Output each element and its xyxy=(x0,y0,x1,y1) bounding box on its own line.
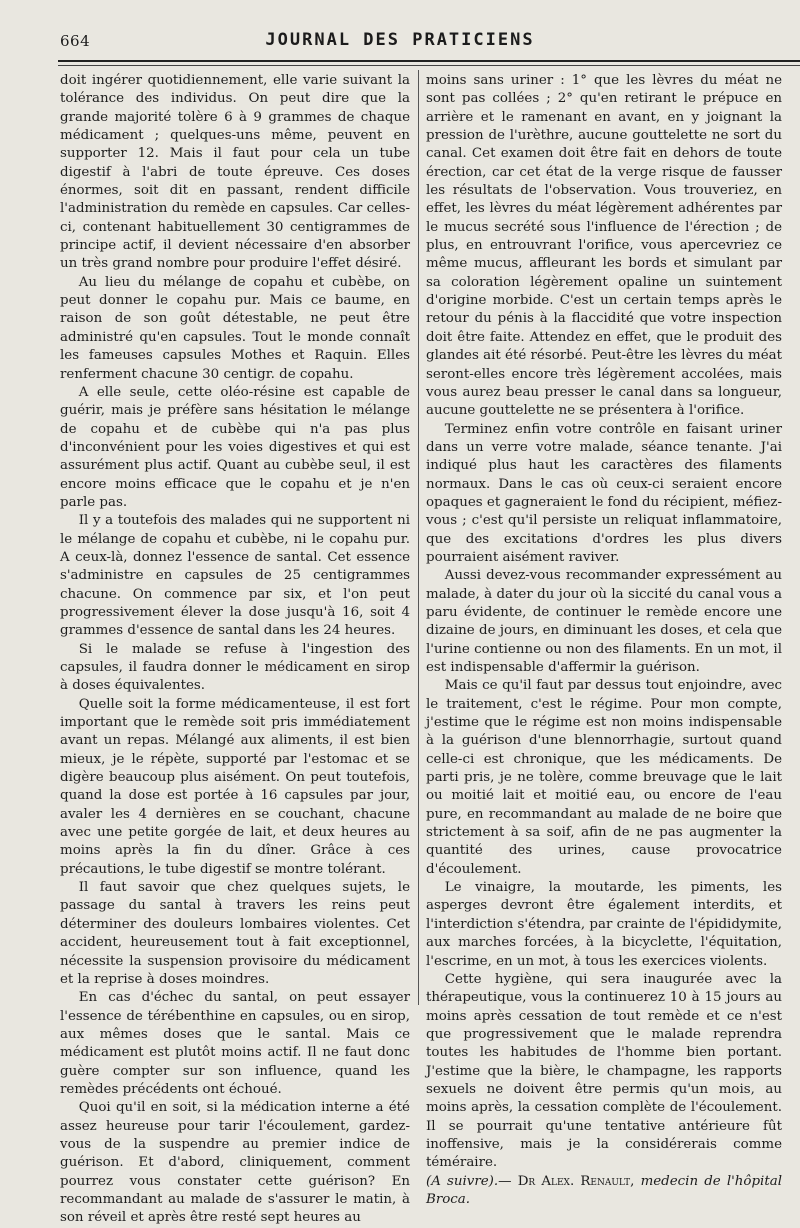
left-column xyxy=(60,72,410,1226)
paragraph: Quoi qu'il en soit, si la médication interne a été assez heureuse pour tarir l'écoulement, gardez-vous de la suspendre au premier indice de guérison. Et d'abord, cliniquement, comment pourrez vous constater cette guérison? En recommandant au malade de s'assurer le matin, à son réveil et après être resté sept heures au xyxy=(60,1100,410,1226)
paragraph: Si le malade se refuse à l'ingestion des capsules, il faudra donner le médicament en sirop à doses équivalentes. xyxy=(60,641,410,694)
column-divider xyxy=(418,70,419,1005)
paragraph: moins sans uriner : 1° que les lèvres du méat ne sont pas collées ; 2° qu'en retirant le prépuce en arrière et le ramenant en avant, en y joignant la pression de l'urèthre, aucune gouttelette ne sort du canal. Cet examen doit être fait en dehors de toute érection, car cet état de la verge risque de fausser les résultats de l'observation. Vous trouveriez, en effet, les lèvres du méat légèrement adhérentes par le mucus secrété sous l'influence de l'érection ; de plus, en entrouvrant l'orifice, vous apercevriez ce même mucus, affleurant les bords et simulant par sa coloration légèrement opaline un suintement d'origine morbide. C'est un certain temps après le retour du pénis à la flaccidité que votre inspection doit être faite. Attendez en effet, que le produit des glandes ait été résorbé. Peut-être les lèvres du méat seront-elles encore très légèrement accolées, mais vous aurez beau presser le canal dans sa longueur, aucune gouttelette ne se présentera à l'orifice. xyxy=(426,73,782,419)
header-rule xyxy=(58,60,800,62)
right-column xyxy=(426,72,783,1207)
article-byline xyxy=(426,1173,782,1210)
paragraph: doit ingérer quotidiennement, elle varie suivant la tolérance des individus. On peut dire que la grande majorité tolère 6 à 9 grammes de chaque médicament ; quelques-uns même, peuvent en supporter 12. Mais il faut pour cela un tube digestif à l'abri de toute épreuve. Ces doses énormes, soit dit en passant, rendent difficile l'administration du remède en capsules. Car celles-ci, contenant habituellement 30 centigrammes de principe actif, il devient nécessaire d'en absorber un très grand nombre pour produire l'effet désiré. xyxy=(60,73,410,272)
header-rule-thin xyxy=(58,65,800,66)
author-name: Dr Alex. Renault, xyxy=(517,1173,635,1189)
paragraph: Mais ce qu'il faut par dessus tout enjoindre, avec le traitement, c'est le régime. Pour mon compte, j'estime que le régime est non moins indispensable à la guérison d'une blennorrhagie, surtout quand celle-ci est chronique, que les médicaments. De parti pris, je ne tolère, comme breuvage que le lait ou moitié lait et moitié eau, ou encore de l'eau pure, en recommandant au malade de ne boire que strictement à sa soif, afin de ne pas augmenter la quantité des urines, cause provocatrice d'écoulement. xyxy=(426,678,782,877)
paragraph: A elle seule, cette oléo-résine est capable de guérir, mais je préfère sans hésitation le mélange de copahu et de cubèbe qui n'a pas plus d'inconvénient pour les voies digestives et qui est assurément plus actif. Quant au cubèbe seul, il est encore moins efficace que le copahu et je n'en parle pas. xyxy=(60,384,410,510)
journal-title: JOURNAL DES PRATICIENS xyxy=(265,30,535,50)
paragraph: Aussi devez-vous recommander expressément au malade, à dater du jour où la siccité du canal vous a paru évidente, de continuer le remède encore une dizaine de jours, en diminuant les doses, et cela que l'urine contienne ou non des filaments. En un mot, il est indispensable d'affermir la guérison. xyxy=(426,568,783,675)
paragraph: Il y a toutefois des malades qui ne supportent ni le mélange de copahu et cubèbe, ni le copahu pur. A ceux-là, donnez l'essence de santal. Cet essence s'administre en capsules de 25 centigrammes chacune. On commence par six, et l'on peut progressivement élever la dose jusqu'à 16, soit 4 grammes d'essence de santal dans les 24 heures. xyxy=(60,513,410,639)
paragraph: Au lieu du mélange de copahu et cubèbe, on peut donner le copahu pur. Mais ce baume, en raison de son goût détestable, ne peut être administré qu'en capsules. Tout le monde connaît les fameuses capsules Mothes et Raquin. Elles renferment chacune 30 centigr. de copahu. xyxy=(60,274,410,382)
paragraph: Le vinaigre, la moutarde, les piments, les asperges devront être également interdits, et l'interdiction s'étendra, par crainte de l'épididymite, aux marches forcées, à la bicyclette, l'équitation, l'escrime, en un mot, à tous les exercices violents. xyxy=(426,880,783,969)
paragraph: Cette hygiène, qui sera inaugurée avec la thérapeutique, vous la continuerez 10 à 15 jours au moins après cessation de tout remède et ce n'est que progressivement que le malade reprendra toutes les habitudes de l'homme bien portant. J'estime que la bière, le champagne, les rapports sexuels ne doivent être permis qu'un mois, au moins après, la cessation complète de l'écoulement. Il se pourrait qu'une tentative antérieure fût inoffensive, mais je la considérerais comme téméraire. xyxy=(426,971,782,1171)
author-affiliation: medecin de l'hôpital Broca. xyxy=(426,1173,782,1207)
paragraph: Quelle soit la forme médicamenteuse, il est fort important que le remède soit pris immédiatement avant un repas. Mélangé aux aliments, il est bien mieux, je le répète, supporté par l'estomac et se digère beaucoup plus aisément. On peut toutefois, quand la dose est portée à 16 capsules par jour, avaler les 4 dernières en se couchant, chacune avec une petite gorgée de lait, et deux heures au moins après la fin du dîner. Grâce à ces précautions, le tube digestif se montre tolérant. xyxy=(60,696,410,877)
paragraph: En cas d'échec du santal, on peut essayer l'essence de térébenthine en capsules, ou en sirop, aux mêmes doses que le santal. Mais ce médicament est plutôt moins actif. Il ne faut donc guère compter sur son influence, quand les remèdes précédents ont échoué. xyxy=(60,990,410,1097)
page-number: 664 xyxy=(60,32,91,50)
paragraph: Il faut savoir que chez quelques sujets, le passage du santal à travers les reins peut déterminer des douleurs lombaires violentes. Cet accident, heureusement tout à fait exceptionnel, nécessite la suspension provisoire du médicament et la reprise à doses moindres. xyxy=(60,880,410,987)
continuation-note: (A suivre).— xyxy=(426,1173,512,1189)
paragraph: Terminez enfin votre contrôle en faisant uriner dans un verre votre malade, séance tenante. J'ai indiqué plus haut les caractères des filaments normaux. Dans le cas où ceux-ci seraient encore opaques et gagneraient le fond du récipient, méfiez-vous ; c'est qu'il persiste un reliquat inflammatoire, que des excitations d'ordres les plus divers pourraient aisément raviver. xyxy=(426,421,782,565)
